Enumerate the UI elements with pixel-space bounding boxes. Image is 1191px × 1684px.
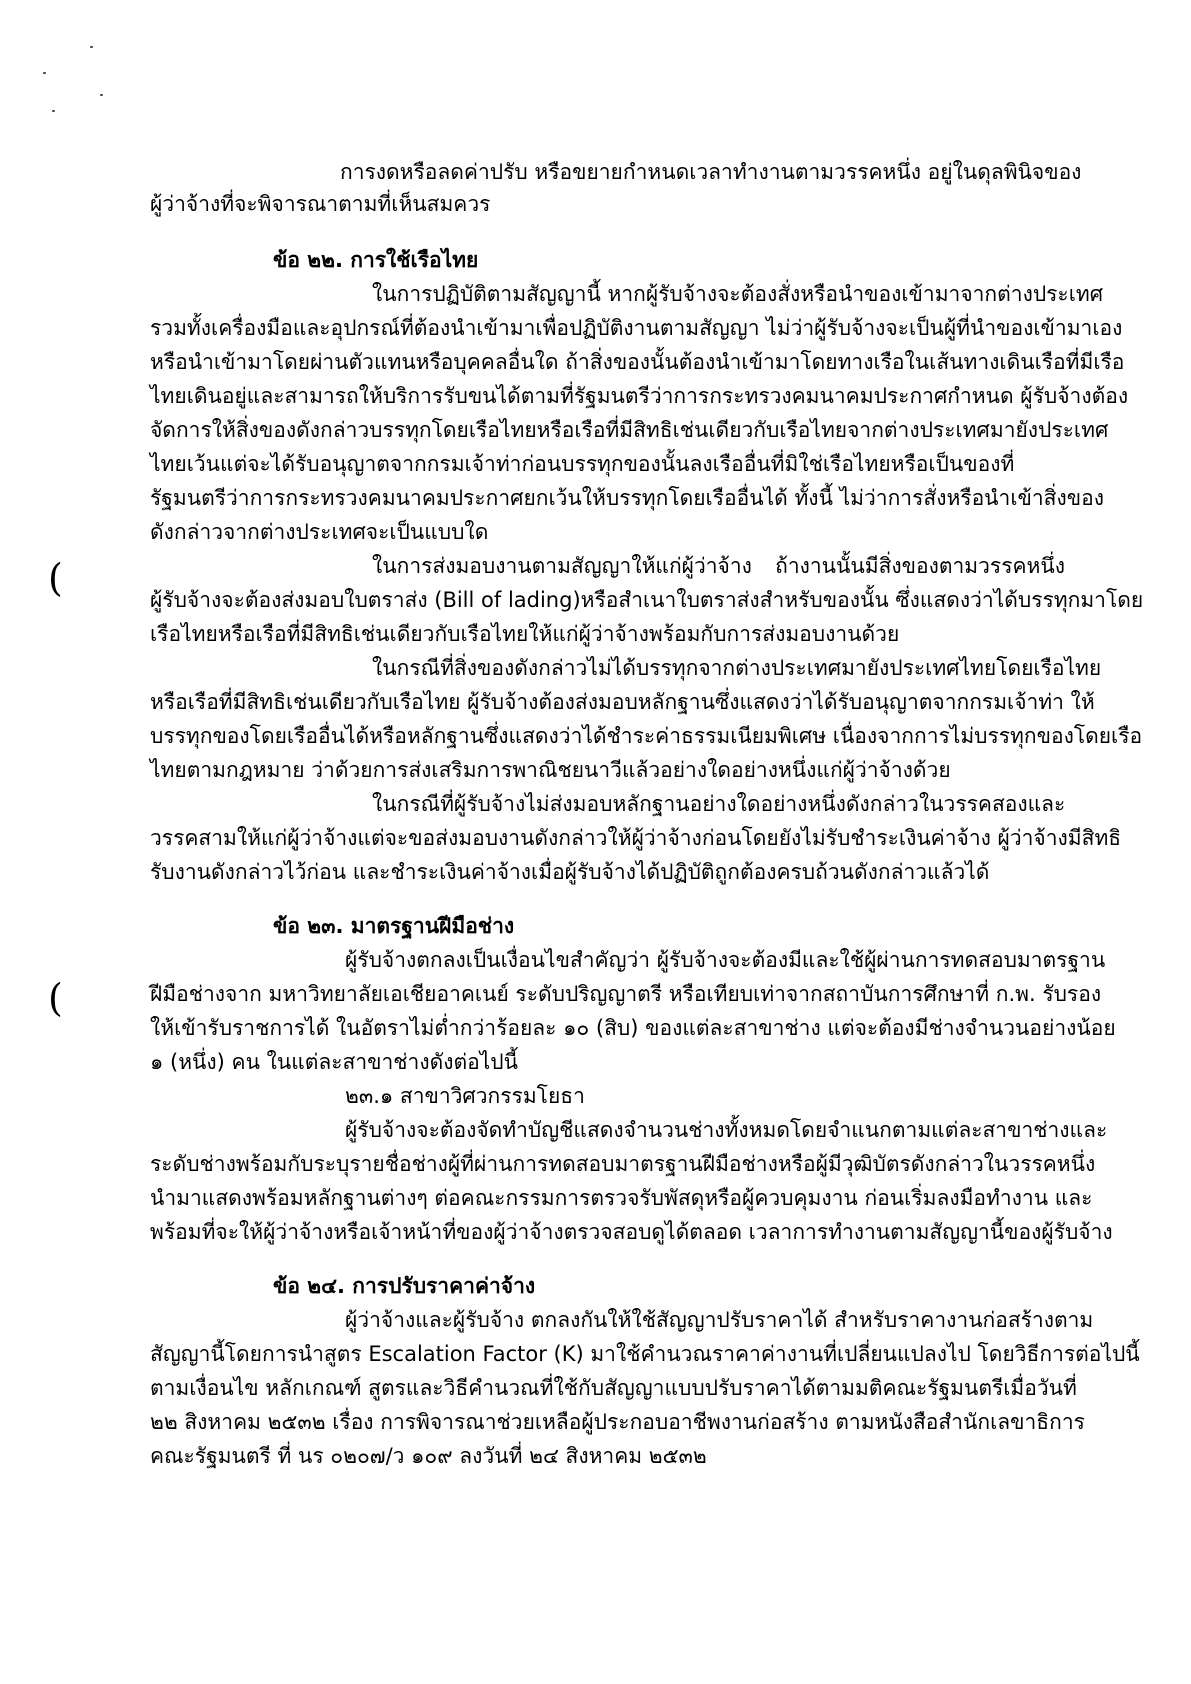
clause-22-p4-line: รับงานดังกล่าวไว้ก่อน และชำระเงินค่าจ้างเมื่อผู้รับจ้างได้ปฏิบัติถูกต้องครบถ้วนดังกล่าวแล้วได้: [150, 860, 990, 884]
clause-22-p1-line: ไทยเว้นแต่จะได้รับอนุญาตจากกรมเจ้าท่าก่อนบรรทุกของนั้นลงเรืออื่นที่มิใช่เรือไทยหรือเป็นของที่: [150, 452, 1015, 476]
scan-speck: [100, 94, 103, 96]
clause-23-p1-line: ฝีมือช่างจาก มหาวิทยาลัยเอเชียอาคเนย์ ระดับปริญญาตรี หรือเทียบเท่าจากสถาบันการศึกษาที่ ก.พ. รับรอง: [150, 982, 1102, 1006]
clause-22-p1-line: ในการปฏิบัติตามสัญญานี้ หากผู้รับจ้างจะต้องสั่งหรือนำของเข้ามาจากต่างประเทศ: [372, 282, 1104, 306]
clause-22-p1-line: ไทยเดินอยู่และสามารถให้บริการรับขนได้ตามที่รัฐมนตรีว่าการกระทรวงคมนาคมประกาศกำหนด ผู้รับจ้างต้อง: [150, 384, 1129, 408]
clause-22-p4-line: วรรคสามให้แก่ผู้ว่าจ้างแต่จะขอส่งมอบงานดังกล่าวให้ผู้ว่าจ้างก่อนโดยยังไม่รับชำระเงินค่าจ้าง ผู้ว่าจ้างมีสิทธิ: [150, 826, 1122, 850]
clause-22-p2-line: เรือไทยหรือเรือที่มีสิทธิเช่นเดียวกับเรือไทยให้แก่ผู้ว่าจ้างพร้อมกับการส่งมอบงานด้วย: [150, 622, 900, 646]
clause-23-p1-line: ให้เข้ารับราชการได้ ในอัตราไม่ต่ำกว่าร้อยละ ๑๐ (สิบ) ของแต่ละสาขาช่าง แต่จะต้องมีช่างจำนวนอย่างน้อย: [150, 1016, 1116, 1040]
scan-speck: [43, 72, 46, 74]
clause-22-p1-line: ดังกล่าวจากต่างประเทศจะเป็นแบบใด: [150, 520, 489, 544]
clause-23-p2-line: ผู้รับจ้างจะต้องจัดทำบัญชีแสดงจำนวนช่างทั้งหมดโดยจำแนกตามแต่ละสาขาช่างและ: [345, 1118, 1108, 1142]
intro-line: การงดหรือลดค่าปรับ หรือขยายกำหนดเวลาทำงานตามวรรคหนึ่ง อยู่ในดุลพินิจของ: [340, 160, 1082, 184]
clause-22-p3-line: หรือเรือที่มีสิทธิเช่นเดียวกับเรือไทย ผู้รับจ้างต้องส่งมอบหลักฐานซึ่งแสดงว่าได้รับอนุญาตจากกรมเจ้าท่า ให้: [150, 690, 1095, 714]
clause-22-p2-line: ผู้รับจ้างจะต้องส่งมอบใบตราส่ง (Bill of lading)หรือสำเนาใบตราส่งสำหรับของนั้น ซึ่งแสดงว่าได้บรรทุกมาโดย: [150, 588, 1144, 612]
scan-speck: [52, 110, 55, 112]
scan-speck: [90, 46, 93, 48]
clause-23-p1-line: ๑ (หนึ่ง) คน ในแต่ละสาขาช่างดังต่อไปนี้: [150, 1050, 518, 1074]
clause-22-p1-line: จัดการให้สิ่งของดังกล่าวบรรทุกโดยเรือไทยหรือเรือที่มีสิทธิเช่นเดียวกับเรือไทยจากต่างประเทศมายังประเทศ: [150, 418, 1109, 442]
clause-22-p1-line: รัฐมนตรีว่าการกระทรวงคมนาคมประกาศยกเว้นให้บรรทุกโดยเรืออื่นได้ ทั้งนี้ ไม่ว่าการสั่งหรือนำเข้าสิ่งของ: [150, 486, 1104, 510]
clause-22-p1-line: รวมทั้งเครื่องมือและอุปกรณ์ที่ต้องนำเข้ามาเพื่อปฏิบัติงานตามสัญญา ไม่ว่าผู้รับจ้างจะเป็นผู้ที่นำของเข้ามาเอง: [150, 316, 1123, 340]
clause-24-p1-line: ๒๒ สิงหาคม ๒๕๓๒ เรื่อง การพิจารณาช่วยเหลือผู้ประกอบอาชีพงานก่อสร้าง ตามหนังสือสำนักเลขาธิการ: [150, 1410, 1085, 1434]
clause-22-p1-line: หรือนำเข้ามาโดยผ่านตัวแทนหรือบุคคลอื่นใด ถ้าสิ่งของนั้นต้องนำเข้ามาโดยทางเรือในเส้นทางเดินเรือที่มีเรือ: [150, 350, 1125, 374]
clause-23-1-subheading: ๒๓.๑ สาขาวิศวกรรมโยธา: [345, 1084, 585, 1108]
clause-23-p2-line: นำมาแสดงพร้อมหลักฐานต่างๆ ต่อคณะกรรมการตรวจรับพัสดุหรือผู้ควบคุมงาน ก่อนเริ่มลงมือทำงาน และ: [150, 1186, 1093, 1210]
clause-23-p2-line: พร้อมที่จะให้ผู้ว่าจ้างหรือเจ้าหน้าที่ของผู้ว่าจ้างตรวจสอบดูได้ตลอด เวลาการทำงานตามสัญญานี้ของผู้รับจ้าง: [150, 1220, 1113, 1244]
clause-22-p3-line: บรรทุกของโดยเรืออื่นได้หรือหลักฐานซึ่งแสดงว่าได้ชำระค่าธรรมเนียมพิเศษ เนื่องจากการไม่บรรทุกของโดยเรือ: [150, 724, 1143, 748]
clause-22-p2-line: ในการส่งมอบงานตามสัญญาให้แก่ผู้ว่าจ้าง ถ้างานนั้นมีสิ่งของตามวรรคหนึ่ง: [372, 554, 1065, 578]
margin-bracket: (: [48, 976, 63, 1020]
clause-24-p1-line: สัญญานี้โดยการนำสูตร Escalation Factor (K) มาใช้คำนวณราคาค่างานที่เปลี่ยนแปลงไป โดยวิธีการต่อไปนี้: [150, 1342, 1140, 1366]
clause-22-heading: ข้อ ๒๒. การใช้เรือไทย: [273, 248, 479, 272]
intro-line: ผู้ว่าจ้างที่จะพิจารณาตามที่เห็นสมควร: [150, 192, 491, 216]
clause-23-p2-line: ระดับช่างพร้อมกับระบุรายชื่อช่างผู้ที่ผ่านการทดสอบมาตรฐานฝีมือช่างหรือผู้มีวุฒิบัตรดังกล่าวในวรรคหนึ่ง: [150, 1152, 1096, 1176]
clause-22-p4-line: ในกรณีที่ผู้รับจ้างไม่ส่งมอบหลักฐานอย่างใดอย่างหนึ่งดังกล่าวในวรรคสองและ: [372, 792, 1066, 816]
clause-23-heading: ข้อ ๒๓. มาตรฐานฝีมือช่าง: [273, 914, 515, 938]
clause-22-p3-line: ในกรณีที่สิ่งของดังกล่าวไม่ได้บรรทุกจากต่างประเทศมายังประเทศไทยโดยเรือไทย: [372, 656, 1102, 680]
clause-24-heading: ข้อ ๒๔. การปรับราคาค่าจ้าง: [273, 1274, 536, 1298]
clause-24-p1-line: ผู้ว่าจ้างและผู้รับจ้าง ตกลงกันให้ใช้สัญญาปรับราคาได้ สำหรับราคางานก่อสร้างตาม: [345, 1308, 1094, 1332]
clause-24-p1-line: คณะรัฐมนตรี ที่ นร ๐๒๐๗/ว ๑๐๙ ลงวันที่ ๒๔ สิงหาคม ๒๕๓๒: [150, 1444, 707, 1468]
margin-bracket: (: [48, 556, 63, 600]
clause-22-p3-line: ไทยตามกฎหมาย ว่าด้วยการส่งเสริมการพาณิชยนาวีแล้วอย่างใดอย่างหนึ่งแก่ผู้ว่าจ้างด้วย: [150, 758, 951, 782]
clause-23-p1-line: ผู้รับจ้างตกลงเป็นเงื่อนไขสำคัญว่า ผู้รับจ้างจะต้องมีและใช้ผู้ผ่านการทดสอบมาตรฐาน: [345, 948, 1106, 972]
clause-24-p1-line: ตามเงื่อนไข หลักเกณฑ์ สูตรและวิธีคำนวณที่ใช้กับสัญญาแบบปรับราคาได้ตามมติคณะรัฐมนตรีเมื่อวันที่: [150, 1376, 1077, 1400]
